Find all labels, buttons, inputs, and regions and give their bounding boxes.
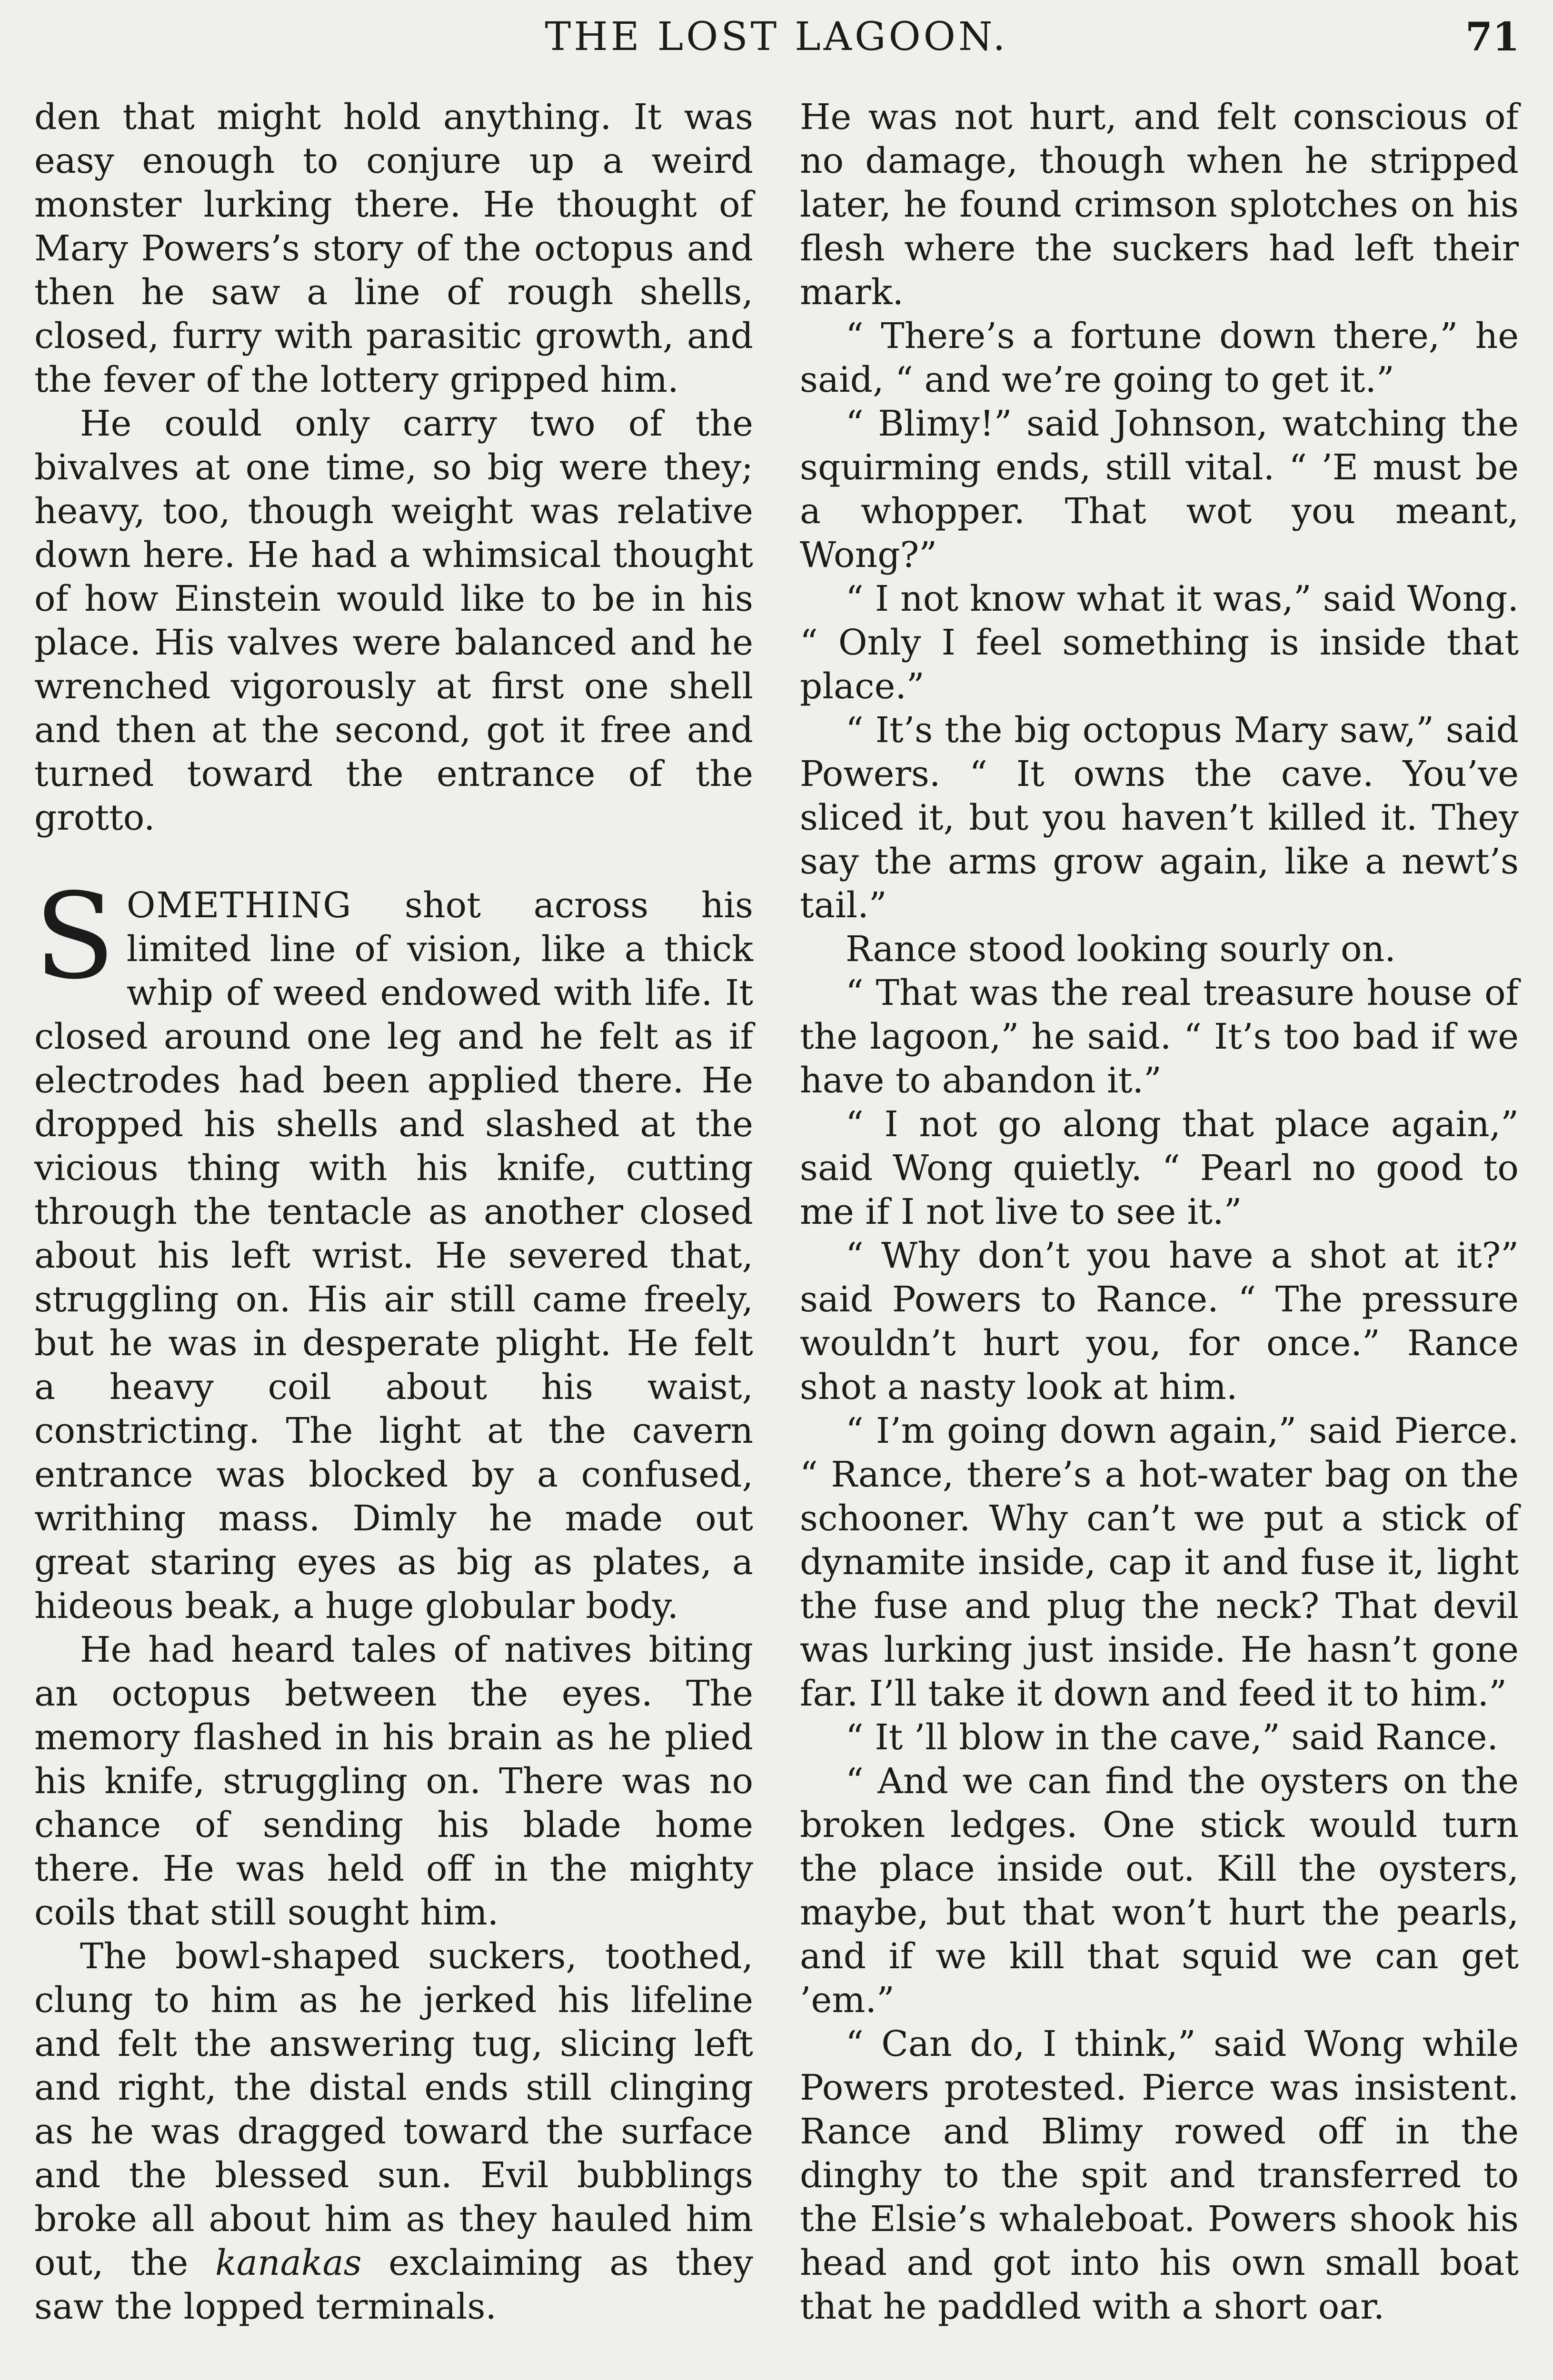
paragraph: He was not hurt, and felt conscious of no damage, though when he stripped later, he found crimson splotches on his flesh where the suckers had left their mark.	[800, 97, 1519, 313]
left-column	[34, 95, 753, 2329]
paragraph: “ It’s the big octopus Mary saw,” said Powers. “ It owns the cave. You’ve sliced it, but you haven’t killed it. They say the arms grow again, like a newt’s tail.”	[800, 710, 1519, 926]
paragraph: “ I not know what it was,” said Wong. “ Only I feel something is inside that place.”	[800, 578, 1519, 707]
paragraph: “ I’m going down again,” said Pierce. “ Rance, there’s a hot-water bag on the schooner. Why can’t we put a stick of dynamite inside, cap it and fuse it, light the fuse and plug the neck? That devil was lurking just inside. He hasn’t gone far. I’ll take it down and feed it to him.”	[800, 1410, 1519, 1714]
text-columns	[34, 95, 1519, 2329]
paragraph: “ There’s a fortune down there,” he said, “ and we’re going to get it.”	[800, 316, 1519, 400]
right-column	[800, 95, 1519, 2329]
paragraph: “ Blimy!” said Johnson, watching the squirming ends, still vital. “ ’E must be a whopper. That wot you meant, Wong?”	[800, 403, 1519, 575]
running-title: THE LOST LAGOON.	[545, 14, 1008, 60]
paragraph: den that might hold anything. It was easy enough to conjure up a weird monster lurking there. He thought of Mary Powers’s story of the octopus and then he saw a line of rough shells, closed, furry with parasitic growth, and the fever of the lottery gripped him.	[34, 97, 753, 400]
italic-word: kanakas	[215, 2242, 362, 2283]
paragraph: He had heard tales of natives biting an octopus between the eyes. The memory flashed in his brain as he plied his knife, struggling on. There was no chance of sending his blade home there. He was held off in the mighty coils that still sought him.	[34, 1629, 753, 1933]
paragraph: “ That was the real treasure house of the lagoon,” he said. “ It’s too bad if we have to abandon it.”	[800, 972, 1519, 1101]
paragraph-text: The bowl-shaped suckers, toothed, clung to him as he jerked his lifeline and felt the answering tug, slicing left and right, the distal ends still clinging as he was dragged toward the surface and the blessed sun. Evil bubblings broke all about him as they hauled him out, the	[34, 1936, 753, 2283]
paragraph: “ It ’ll blow in the cave,” said Rance.	[846, 1717, 1498, 1758]
paragraph: “ Why don’t you have a shot at it?” said Powers to Rance. “ The pressure wouldn’t hurt you, for once.” Rance shot a nasty look at him.	[800, 1235, 1519, 1408]
paragraph	[34, 1934, 753, 2329]
paragraph-text: shot across his limited line of vision, like a thick whip of weed endowed with life. It closed around one leg and he felt as if electrodes had been applied there. He dropped his shells and slashed at the vicious thing with his knife, cutting through the tentacle as another closed about his left wrist. He severed that, struggling on. His air still came freely, but he was in desperate plight. He felt a heavy coil about his waist, constricting. The light at the cavern entrance was blocked by a confused, writhing mass. Dimly he made out great staring eyes as big as plates, a hideous beak, a huge globular body.	[34, 885, 753, 1626]
paragraph: “ I not go along that place again,” said Wong quietly. “ Pearl no good to me if I not live to see it.”	[800, 1104, 1519, 1232]
paragraph: He could only carry two of the bivalves at one time, so big were they; heavy, too, though weight was relative down here. He had a whimsical thought of how Einstein would like to be in his place. His valves were balanced and he wrenched vigorously at first one shell and then at the second, got it free and turned toward the entrance of the grotto.	[34, 403, 753, 838]
paragraph: “ And we can find the oysters on the broken ledges. One stick would turn the place inside out. Kill the oysters, maybe, but that won’t hurt the pearls, and if we kill that squid we can get ’em.”	[800, 1761, 1519, 2021]
page-number: 71	[1465, 14, 1520, 60]
paragraph: “ Can do, I think,” said Wong while Powers protested. Pierce was insistent. Rance and Blimy rowed off in the dinghy to the spit and transferred to the Elsie’s whaleboat. Powers shook his head and got into his own small boat that he paddled with a short oar.	[800, 2023, 1519, 2327]
drop-cap: S	[34, 868, 115, 1005]
paragraph: Rance stood looking sourly on.	[846, 929, 1396, 970]
small-caps-lead: OMETHING	[126, 885, 352, 926]
paragraph-text: exclaiming as they saw the lopped terminals.	[34, 2242, 753, 2327]
page-header	[33, 14, 1520, 67]
section-start-paragraph	[34, 868, 753, 1628]
